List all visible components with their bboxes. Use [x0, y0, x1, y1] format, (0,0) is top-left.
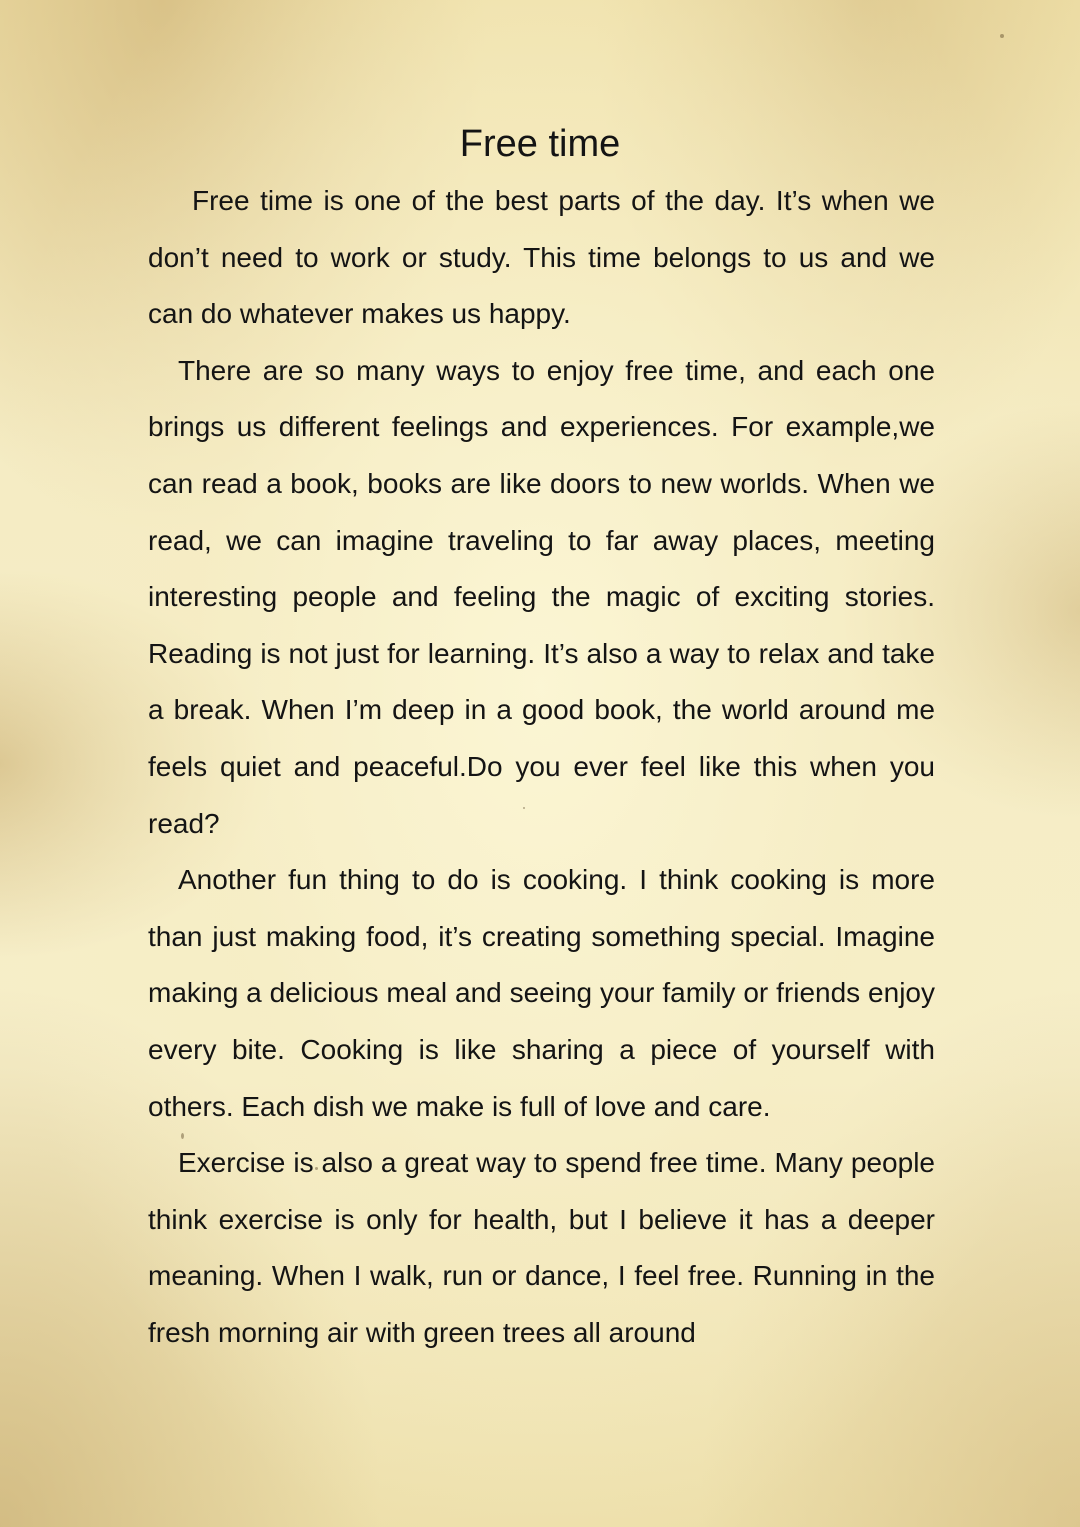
paper-speck [181, 1133, 184, 1139]
paragraph-exercise: Exercise is also a great way to spend free time. Many people think exercise is only for health, but I believe it has a deeper meaning. When I walk, run or dance, I feel free. Running in the fresh morning air with green trees all around [148, 1147, 935, 1348]
paper-speck [523, 807, 525, 809]
paper-speck [1000, 34, 1004, 38]
paragraph-intro: Free time is one of the best parts of the day. It’s when we don’t need to work or study. This time belongs to us and we can do whatever makes us happy. [148, 185, 935, 330]
page-title: Free time [459, 123, 621, 165]
paper-speck [315, 1167, 318, 1170]
paragraph-reading: There are so many ways to enjoy free time, and each one brings us different feelings and experiences. For example,we can read a book, books are like doors to new worlds. When we read, we can imagine traveling to far away places, meeting interesting people and feeling the magic of exciting stories. Reading is not just for learning. It’s also a way to relax and take a break. When I’m deep in a good book, the world around me feels quiet and peaceful.Do you ever feel like this when you read? [148, 354, 935, 839]
paragraph-cooking: Another fun thing to do is cooking. I think cooking is more than just making food, it’s creating something special. Imagine making a delicious meal and seeing your family or friends enjoy every bite. Cooking is like sharing a piece of yourself with others. Each dish we make is full of love and care. [148, 864, 935, 1122]
article-body [148, 173, 935, 1361]
